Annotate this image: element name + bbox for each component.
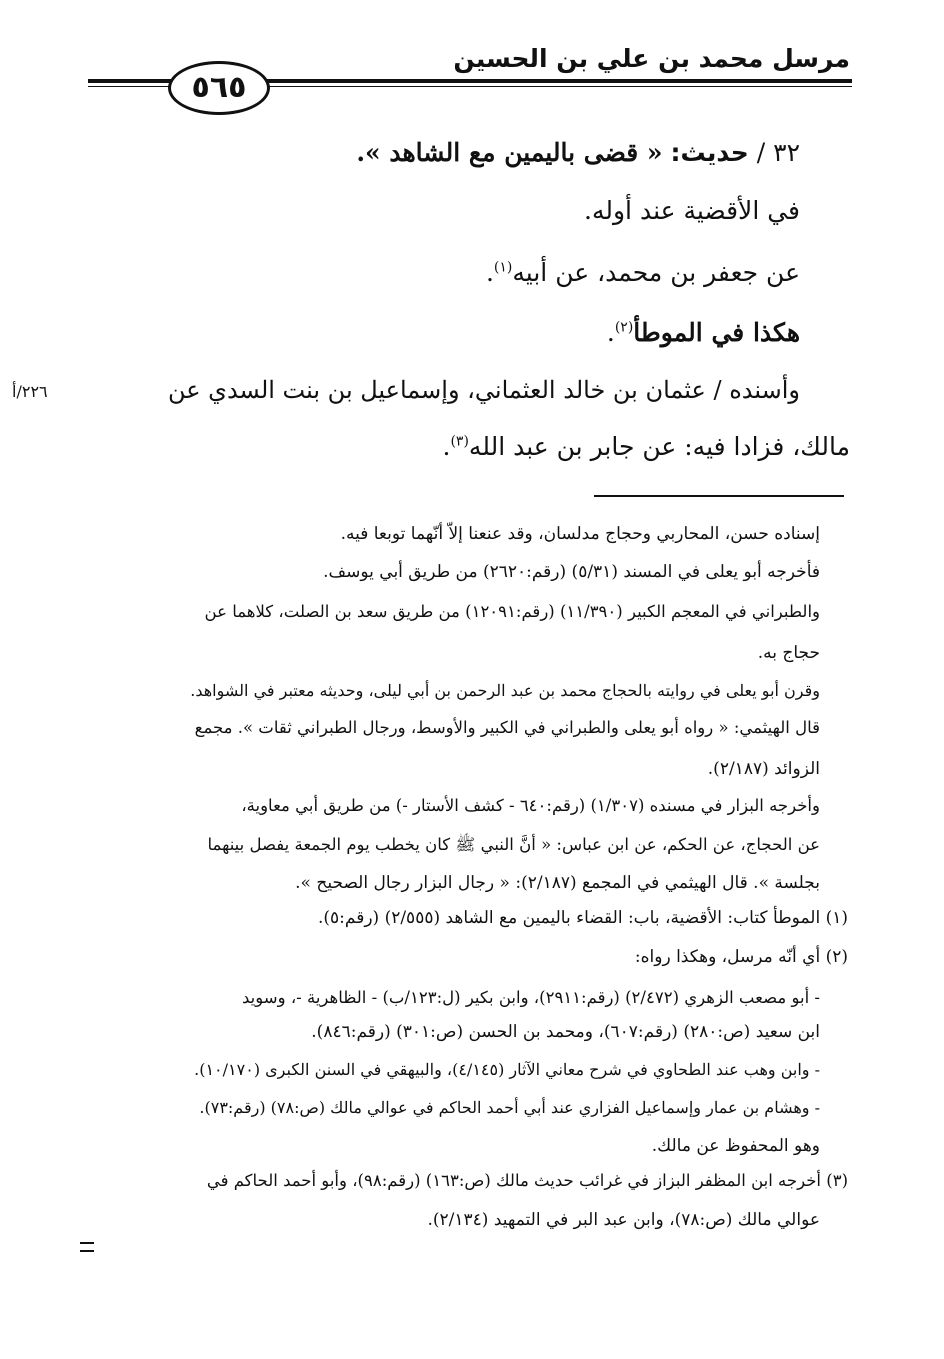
footnote-marker-1: (١) (493, 259, 513, 276)
footnote-marker-3: (٣) (450, 433, 469, 450)
end-mark (80, 1242, 94, 1252)
footnote-line: والطبراني في المعجم الكبير (١١/٣٩٠) (رقم:١٢٠٩١) من طريق سعد بن الصلت، كلاهما عن (204, 602, 820, 621)
footnote-line: بجلسة ». قال الهيثمي في المجمع (٢/١٨٧): « رجال البزار رجال الصحيح ». (295, 873, 820, 893)
footnote-line: الزوائد (٢/١٨٧). (707, 759, 820, 779)
footnote-line: - وابن وهب عند الطحاوي في شرح معاني الآثار (٤/١٤٥)، والبيهقي في السنن الكبرى (١٠/١٧٠). (194, 1060, 820, 1079)
main-line-5: وأسنده / عثمان بن خالد العثماني، وإسماعيل بن بنت السدي عن (167, 376, 800, 404)
footnote-line: وأخرجه البزار في مسنده (١/٣٠٧) (رقم:٦٤٠ - كشف الأستار -) من طريق أبي معاوية، (241, 796, 820, 815)
main-line-3-text: عن جعفر بن محمد، عن أبيه (512, 258, 800, 287)
manuscript-folio-note: ٢٢٦/أ (12, 382, 48, 401)
page-number: ٥٦٥ (191, 70, 247, 105)
main-line-6-end: . (442, 432, 451, 461)
main-line-6 (443, 432, 851, 461)
hadith-heading (356, 138, 800, 167)
footnote-line: وقرن أبو يعلى في روايته بالحجاج محمد بن عبد الرحمن بن أبي ليلى، وحديثه معتبر في الشواهد. (190, 681, 820, 700)
main-line-4-text: هكذا في الموطأ (633, 318, 800, 347)
footnote-line: قال الهيثمي: « رواه أبو يعلى والطبراني في الكبير والأوسط، ورجال الطبراني ثقات ». مجمع (194, 718, 820, 737)
footnote-separator (594, 495, 844, 497)
main-line-2: في الأقضية عند أوله. (584, 196, 800, 225)
footnote-line: حجاج به. (757, 643, 820, 663)
footnote-line: - وهشام بن عمار وإسماعيل الفزاري عند أبي أحمد الحاكم في عوالي مالك (ص:٧٨) (رقم:٧٣). (199, 1098, 820, 1117)
page-number-oval (168, 61, 270, 115)
main-line-3-end: . (485, 258, 494, 287)
footnote-line: عن الحجاج، عن الحكم، عن ابن عباس: « أنَّ النبي ﷺ كان يخطب يوم الجمعة يفصل بينهما (207, 835, 820, 854)
footnote-line: وهو المحفوظ عن مالك. (651, 1136, 820, 1156)
hadith-label: حديث: (670, 138, 749, 167)
footnote-line: - أبو مصعب الزهري (٢/٤٧٢) (رقم:٢٩١١)، وابن بكير (ل:١٢٣/ب) - الظاهرية -، وسويد (242, 988, 820, 1007)
running-title: مرسل محمد بن علي بن الحسين (453, 44, 850, 73)
footnote-line: فأخرجه أبو يعلى في المسند (٥/٣١) (رقم:٢٦٢٠) من طريق أبي يوسف. (323, 562, 820, 582)
main-line-6-text: مالك، فزادا فيه: عن جابر بن عبد الله (468, 432, 850, 461)
main-line-4 (607, 318, 800, 347)
footnote-line: ابن سعيد (ص:٢٨٠) (رقم:٦٠٧)، ومحمد بن الحسن (ص:٣٠١) (رقم:٨٤٦). (311, 1022, 820, 1042)
footnote-line: إسناده حسن، المحاربي وحجاج مدلسان، وقد عنعنا إلاّ أنّهما توبعا فيه. (340, 524, 820, 544)
footnote-line: عوالي مالك (ص:٧٨)، وابن عبد البر في التمهيد (٢/١٣٤). (427, 1210, 820, 1230)
hadith-number: ٣٢ / (756, 138, 800, 167)
main-line-4-end: . (606, 318, 615, 347)
footnote-marker-2: (٢) (614, 319, 634, 336)
hadith-text: « قضى باليمين مع الشاهد ». (356, 138, 663, 167)
footnote-3: (٣) أخرجه ابن المظفر البزاز في غرائب حديث مالك (ص:١٦٣) (رقم:٩٨)، وأبو أحمد الحاكم في (206, 1171, 848, 1190)
footnote-1: (١) الموطأ كتاب: الأقضية، باب: القضاء باليمين مع الشاهد (٢/٥٥٥) (رقم:٥). (317, 908, 848, 928)
footnote-2: (٢) أي أنّه مرسل، وهكذا رواه: (634, 947, 848, 967)
main-line-3 (486, 258, 800, 287)
